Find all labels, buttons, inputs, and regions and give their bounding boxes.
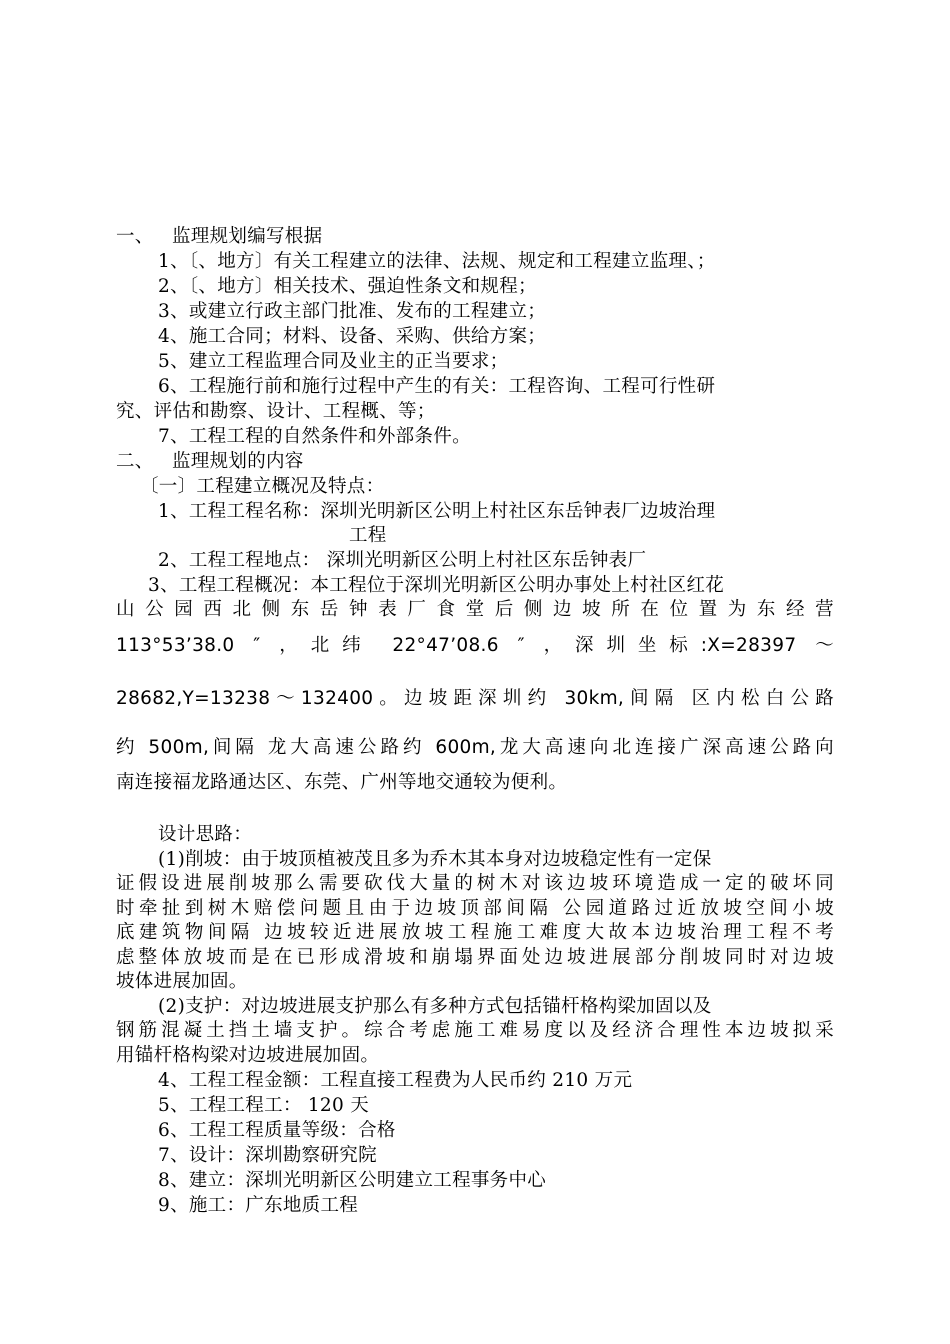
project-fact: 5、工程工程工： 120 天 <box>158 1095 370 1116</box>
project-fact: 9、施工：广东地质工程 <box>158 1195 359 1216</box>
section1-item: 3、或建立行政主部门批准、发布的工程建立； <box>158 301 547 322</box>
section1-item: 1、〔、地方〕有关工程建立的法律、法规、规定和工程建立监理、； <box>158 251 716 272</box>
design-title: 设计思路： <box>158 824 253 845</box>
design-paragraph-1-line: 坡体进展加固。 <box>116 971 248 992</box>
section1-title: 监理规划编写根据 <box>172 226 323 247</box>
section1-item: 5、建立工程监理合同及业主的正当要求； <box>158 351 509 372</box>
project-fact: 8、建立：深圳光明新区公明建立工程事务中心 <box>158 1170 547 1191</box>
design-paragraph-1-line: 底建筑物间隔 边坡较近进展放坡工程施工难度大故本边坡治理工程不考 <box>116 922 834 943</box>
section2-heading <box>116 450 304 474</box>
section1-item: 7、工程工程的自然条件和外部条件。 <box>158 426 471 447</box>
design-paragraph-2-line: 钢筋混凝土挡土墙支护。综合考虑施工难易度以及经济合理性本边坡拟采 <box>116 1020 834 1041</box>
section1-item: 6、工程施行前和施行过程中产生的有关：工程咨询、工程可行性研 <box>158 376 716 397</box>
project-name-line2: 工程 <box>349 525 387 546</box>
project-location: 2、工程工程地点： 深圳光明新区公明上村社区东岳钟表厂 <box>158 550 647 571</box>
project-fact: 6、工程工程质量等级：合格 <box>158 1120 396 1141</box>
overview-line: 3、工程工程概况：本工程位于深圳光明新区公明办事处上村社区红花 <box>148 575 725 596</box>
design-paragraph-2-line: 用锚杆格构梁对边坡进展加固。 <box>116 1045 380 1066</box>
overview-line: 113°53’38.0 ″ ，北纬 22°47’08.6 ″ ，深圳坐标:X=28397 ～ <box>116 635 834 656</box>
section1-item: 究、评估和勘察、设计、工程概、等； <box>116 401 436 422</box>
section1-item: 2、〔、地方〕相关技术、强迫性条文和规程； <box>158 276 537 297</box>
design-paragraph-1-line: (1)削坡：由于坡顶植被茂且多为乔木其本身对边坡稳定性有一定保 <box>158 849 712 870</box>
overview-line: 南连接福龙路通达区、东莞、广州等地交通较为便利。 <box>116 772 568 793</box>
design-paragraph-1-line: 虑整体放坡而是在已形成滑坡和崩塌界面处边坡进展部分削坡同时对边坡 <box>116 947 834 968</box>
section2-number: 二、 <box>116 451 154 472</box>
design-paragraph-1-line: 时牵扯到树木赔偿问题且由于边坡顶部间隔 公园道路过近放坡空间小坡 <box>116 898 834 919</box>
overview-line: 约 500m,间隔 龙大高速公路约 600m,龙大高速向北连接广深高速公路向 <box>116 737 834 758</box>
design-paragraph-1-line: 证假设进展削坡那么需要砍伐大量的树木对该边坡环境造成一定的破坏同 <box>116 873 834 894</box>
project-name-line1: 1、工程工程名称：深圳光明新区公明上村社区东岳钟表厂边坡治理 <box>158 501 716 522</box>
section2-subheading: 〔一〕工程建立概况及特点： <box>140 476 385 497</box>
design-paragraph-2-line: (2)支护：对边坡进展支护那么有多种方式包括锚杆格构梁加固以及 <box>158 996 712 1017</box>
overview-line: 山公园西北侧东岳钟表厂食堂后侧边坡所在位置为东经营 <box>116 599 834 620</box>
section1-item: 4、施工合同；材料、设备、采购、供给方案； <box>158 326 547 347</box>
section1-number: 一、 <box>116 226 154 247</box>
section1-heading <box>116 225 322 249</box>
project-fact: 4、工程工程金额：工程直接工程费为人民币约 210 万元 <box>158 1070 633 1091</box>
overview-line: 28682,Y=13238～132400。边坡距深圳约 30km,间隔 区内松白公路 <box>116 688 834 709</box>
section2-title: 监理规划的内容 <box>172 451 304 472</box>
project-fact: 7、设计：深圳勘察研究院 <box>158 1145 377 1166</box>
